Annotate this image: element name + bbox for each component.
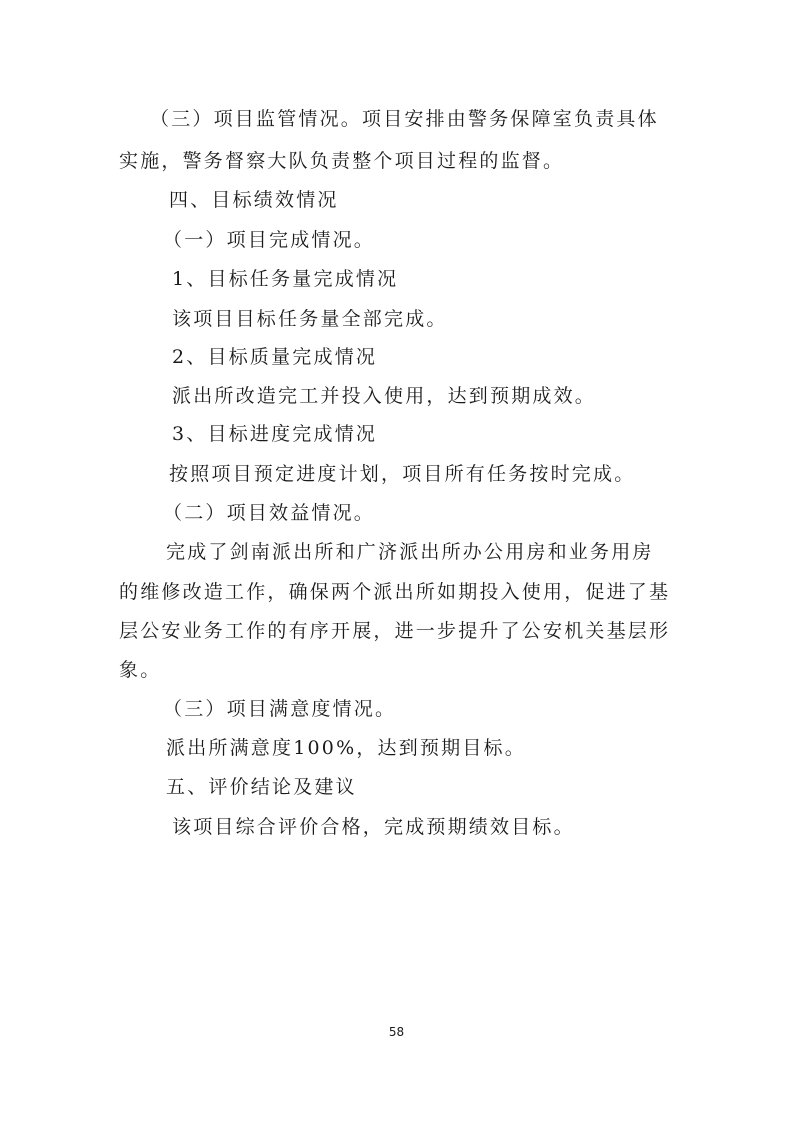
- paragraph-line: 象。: [119, 659, 162, 681]
- paragraph-line: 该项目综合评价合格，完成预期绩效目标。: [172, 816, 575, 838]
- paragraph-line: （三）项目监管情况。项目安排由警务保障室负责具体: [150, 108, 659, 130]
- paragraph-line: 按照项目预定进度计划，项目所有任务按时完成。: [169, 463, 636, 485]
- paragraph-line: 该项目目标任务量全部完成。: [172, 308, 448, 330]
- paragraph-line: 派出所改造完工并投入使用，达到预期成效。: [172, 385, 597, 407]
- paragraph-line: 的维修改造工作，确保两个派出所如期投入使用，促进了基: [119, 581, 671, 603]
- section-heading: 四、目标绩效情况: [169, 189, 339, 211]
- paragraph-line: 层公安业务工作的有序开展，进一步提升了公安机关基层形: [119, 620, 671, 642]
- paragraph-line: 派出所满意度100%，达到预期目标。: [166, 737, 526, 759]
- item-heading: 1、目标任务量完成情况: [172, 268, 399, 290]
- item-heading: 3、目标进度完成情况: [172, 423, 378, 445]
- paragraph-line: 完成了剑南派出所和广济派出所办公用房和业务用房: [166, 541, 654, 563]
- subsection-heading: （一）项目完成情况。: [163, 229, 376, 251]
- page-number: 58: [388, 1025, 405, 1039]
- subsection-heading: （二）项目效益情况。: [163, 502, 376, 524]
- paragraph-line: 实施，警务督察大队负责整个项目过程的监督。: [119, 150, 565, 172]
- subsection-heading: （三）项目满意度情况。: [163, 698, 397, 720]
- item-heading: 2、目标质量完成情况: [172, 346, 378, 368]
- section-heading: 五、评价结论及建议: [166, 776, 357, 798]
